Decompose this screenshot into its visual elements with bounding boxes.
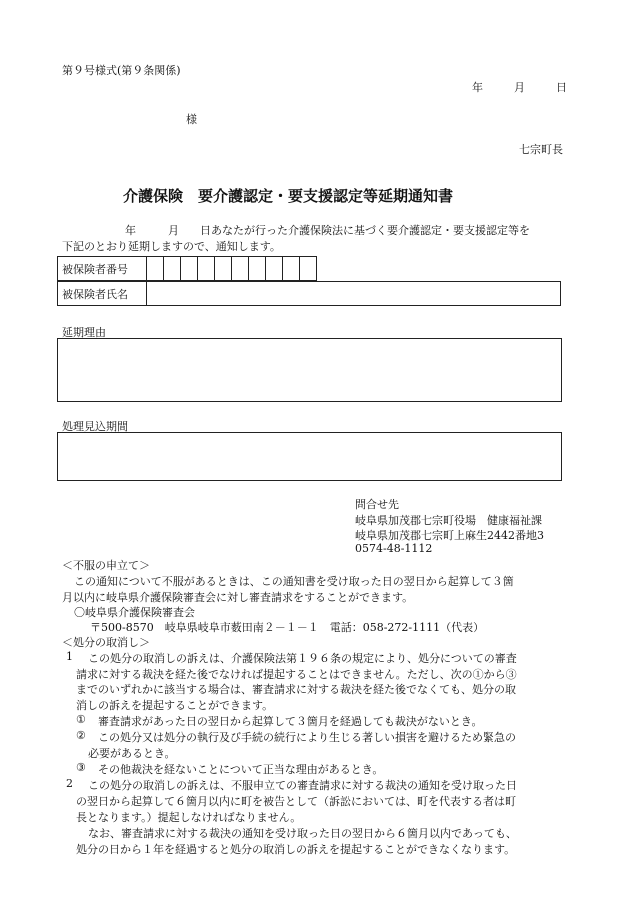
- cancel-sub3-number: ③: [76, 761, 86, 774]
- insured-name-table: [57, 281, 561, 306]
- insured-number-digit[interactable]: [215, 257, 232, 281]
- processing-period-label: 処理見込期間: [62, 420, 128, 433]
- appeal-text-line1: この通知について不服があるときは、この通知書を受け取った日の翌日から起算して３箇: [74, 575, 514, 588]
- cancel-note-line1: なお、審査請求に対する裁決の通知を受け取った日の翌日から６箇月以内であっても、: [88, 827, 517, 840]
- insured-number-digit[interactable]: [232, 257, 249, 281]
- insured-number-label: 被保険者番号: [58, 257, 147, 281]
- insured-number-digit[interactable]: [198, 257, 215, 281]
- cancel-sub1-number: ①: [76, 713, 86, 726]
- cancel-item2-line3: 長となります。）提起しなければなりません。: [76, 811, 302, 824]
- appeal-org: 〇岐阜県介護保険審査会: [74, 606, 195, 619]
- appeal-heading: ＜不服の申立て＞: [62, 559, 150, 572]
- postpone-reason-box[interactable]: [57, 338, 562, 402]
- insured-number-table: [57, 256, 317, 281]
- insured-number-digit[interactable]: [283, 257, 300, 281]
- cancel-sub2-line2: 必要があるとき。: [88, 747, 176, 760]
- cancel-item1-number: 1: [66, 650, 73, 663]
- contact-office: 岐阜県加茂郡七宗町役場 健康福祉課: [355, 514, 542, 527]
- intro-year: 年: [125, 224, 136, 237]
- processing-period-box[interactable]: [57, 432, 562, 481]
- cancel-item2-number: 2: [66, 777, 73, 790]
- intro-text-line1: 日あなたが行った介護保険法に基づく要介護認定・要支援認定等を: [200, 224, 530, 237]
- intro-text-line2: 下記のとおり延期しますので、通知します。: [62, 240, 281, 253]
- date-year-label: 年: [472, 81, 483, 94]
- date-month-label: 月: [514, 81, 525, 94]
- cancel-item1-line1: この処分の取消しの訴えは、介護保険法第１９６条の規定により、処分についての審査: [88, 652, 517, 665]
- cancel-item2-line1: この処分の取消しの訴えは、不服申立ての審査請求に対する裁決の通知を受け取った日: [88, 779, 517, 792]
- insured-number-digit[interactable]: [300, 257, 317, 281]
- insured-number-digit[interactable]: [249, 257, 266, 281]
- postpone-reason-label: 延期理由: [62, 326, 106, 339]
- insured-number-digit[interactable]: [181, 257, 198, 281]
- date-day-label: 日: [556, 81, 567, 94]
- contact-label: 問合せ先: [355, 498, 399, 511]
- appeal-text-line2: 月以内に岐阜県介護保険審査会に対し審査請求をすることができます。: [62, 591, 414, 604]
- cancel-note-line2: 処分の日から１年を経過すると処分の取消しの訴えを提起することができなくなります。: [76, 843, 516, 856]
- addressee-suffix: 様: [186, 113, 197, 126]
- insured-number-digit[interactable]: [147, 257, 164, 281]
- cancel-item1-line3: までのいずれかに該当する場合は、審査請求に対する裁決を経た後でなくても、処分の取: [76, 683, 516, 696]
- sender-name: 七宗町長: [519, 143, 563, 156]
- cancel-sub3-text: その他裁決を経ないことについて正当な理由があるとき。: [98, 763, 384, 776]
- cancel-heading: ＜処分の取消し＞: [62, 636, 150, 649]
- insured-name-field[interactable]: [147, 282, 561, 306]
- cancel-sub2-line1: この処分又は処分の執行及び手続の続行により生じる著しい損害を避けるため緊急の: [98, 731, 516, 744]
- form-number: 第９号様式(第９条関係): [62, 64, 181, 77]
- insured-number-digit[interactable]: [266, 257, 283, 281]
- cancel-sub1-text: 審査請求があった日の翌日から起算して３箇月を経過しても裁決がないとき。: [98, 715, 483, 728]
- page-title: 介護保険 要介護認定・要支援認定等延期通知書: [123, 187, 454, 205]
- intro-month: 月: [168, 224, 179, 237]
- appeal-org-address: 〒500-8570 岐阜県岐阜市薮田南２－１－１ 電話：058-272-1111（代表）: [90, 621, 485, 634]
- cancel-sub2-number: ②: [76, 729, 86, 742]
- cancel-item2-line2: の翌日から起算して６箇月以内に町を被告として（訴訟においては、町を代表する者は町: [76, 795, 516, 808]
- insured-name-label: 被保険者氏名: [58, 282, 147, 306]
- cancel-item1-line2: 請求に対する裁決を経た後でなければ提起することはできません。ただし、次の①から③: [76, 668, 517, 681]
- insured-number-digit[interactable]: [164, 257, 181, 281]
- contact-phone: 0574-48-1112: [355, 542, 433, 555]
- cancel-item1-line4: 消しの訴えを提起することができます。: [76, 699, 274, 712]
- contact-address: 岐阜県加茂郡七宗町上麻生2442番地3: [355, 529, 544, 542]
